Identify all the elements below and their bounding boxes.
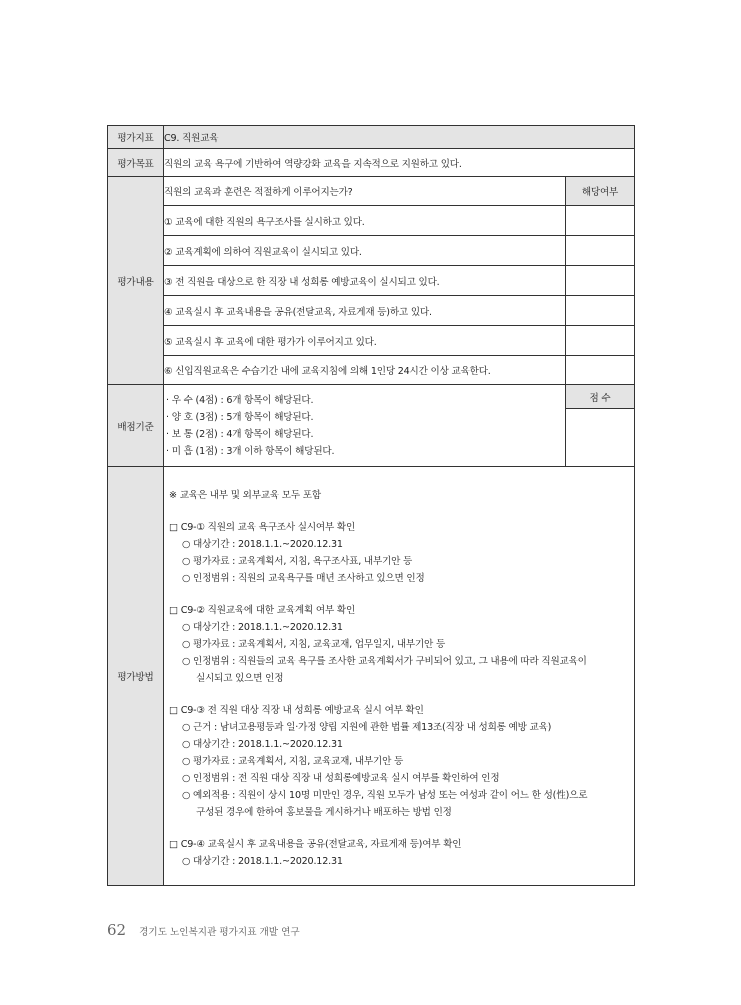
- method-bullet: ○ 근거 : 남녀고용평등과 일·가정 양립 지원에 관한 법률 제13조(직장 내 성희롱 예방 교육): [182, 721, 552, 733]
- method-bullet: ○ 대상기간 : 2018.1.1.~2020.12.31: [182, 738, 343, 750]
- content-item: ③ 전 직원을 대상으로 한 직장 내 성희롱 예방교육이 실시되고 있다.: [164, 266, 566, 296]
- check-cell: [566, 296, 635, 326]
- goal-row: [108, 149, 635, 177]
- method-row: [108, 467, 635, 886]
- goal-value: 직원의 교육 욕구에 기반하여 역량강화 교육을 지속적으로 지원하고 있다.: [164, 149, 635, 177]
- scoring-item: · 보 통 (2점) : 4개 항목이 해당된다.: [166, 428, 314, 440]
- method-bullet: ○ 대상기간 : 2018.1.1.~2020.12.31: [182, 855, 343, 867]
- method-bullet: ○ 평가자료 : 교육계획서, 지침, 욕구조사표, 내부기안 등: [182, 555, 413, 567]
- check-cell: [566, 356, 635, 385]
- evaluation-table: [107, 125, 635, 886]
- method-section-title: □ C9-③ 전 직원 대상 직장 내 성희롱 예방교육 실시 여부 확인: [169, 704, 424, 716]
- scoring-row: [108, 385, 635, 409]
- method-label: 평가방법: [108, 467, 164, 886]
- content-item: ① 교육에 대한 직원의 욕구조사를 실시하고 있다.: [164, 206, 566, 236]
- page-footer: [107, 921, 300, 939]
- method-section-title: □ C9-② 직원교육에 대한 교육계획 여부 확인: [169, 604, 356, 616]
- scoring-label: 배점기준: [108, 385, 164, 467]
- scoring-item: · 우 수 (4점) : 6개 항목이 해당된다.: [166, 394, 314, 406]
- content-item: ⑤ 교육실시 후 교육에 대한 평가가 이루어지고 있다.: [164, 326, 566, 356]
- content-item-row: [108, 296, 635, 326]
- indicator-value: C9. 직원교육: [164, 126, 635, 149]
- score-cell: [566, 409, 635, 467]
- method-bullet: ○ 인정범위 : 직원들의 교육 욕구를 조사한 교육계획서가 구비되어 있고, 그 내용에 따라 직원교육이: [182, 655, 587, 667]
- check-cell: [566, 206, 635, 236]
- check-cell: [566, 266, 635, 296]
- method-bullet: ○ 대상기간 : 2018.1.1.~2020.12.31: [182, 621, 343, 633]
- method-bullet: ○ 예외적용 : 직원이 상시 10명 미만인 경우, 직원 모두가 남성 또는 여성과 같이 어느 한 성(性)으로: [182, 789, 588, 801]
- indicator-label: 평가지표: [108, 126, 164, 149]
- footer-title: 경기도 노인복지관 평가지표 개발 연구: [139, 927, 300, 938]
- method-content: [164, 467, 635, 886]
- method-bullet-cont: 실시되고 있으면 인정: [196, 672, 284, 684]
- check-header: 해당여부: [566, 177, 635, 206]
- content-item-row: [108, 206, 635, 236]
- content-item-row: [108, 236, 635, 266]
- check-cell: [566, 236, 635, 266]
- method-bullet-cont: 구성된 경우에 한하여 홍보물을 게시하거나 배포하는 방법 인정: [196, 806, 452, 818]
- indicator-row: [108, 126, 635, 149]
- method-bullet: ○ 대상기간 : 2018.1.1.~2020.12.31: [182, 538, 343, 550]
- method-bullet: ○ 인정범위 : 직원의 교육욕구를 매년 조사하고 있으면 인정: [182, 572, 425, 584]
- goal-label: 평가목표: [108, 149, 164, 177]
- method-section-title: □ C9-① 직원의 교육 욕구조사 실시여부 확인: [169, 521, 356, 533]
- content-item-row: [108, 326, 635, 356]
- method-bullet: ○ 평가자료 : 교육계획서, 지침, 교육교재, 업무일지, 내부기안 등: [182, 638, 446, 650]
- method-note: ※ 교육은 내부 및 외부교육 모두 포함: [169, 489, 321, 501]
- content-item-row: [108, 266, 635, 296]
- method-bullet: ○ 인정범위 : 전 직원 대상 직장 내 성희롱예방교육 실시 여부를 확인하여 인정: [182, 772, 500, 784]
- method-bullet: ○ 평가자료 : 교육계획서, 지침, 교육교재, 내부기안 등: [182, 755, 404, 767]
- page-number: 62: [107, 921, 127, 939]
- scoring-item: · 양 호 (3점) : 5개 항목이 해당된다.: [166, 411, 314, 423]
- content-item: ⑥ 신입직원교육은 수습기간 내에 교육지침에 의해 1인당 24시간 이상 교육한다.: [164, 356, 566, 385]
- check-cell: [566, 326, 635, 356]
- content-question: 직원의 교육과 훈련은 적절하게 이루어지는가?: [164, 177, 566, 206]
- content-item-row: [108, 356, 635, 385]
- scoring-item: · 미 흡 (1점) : 3개 이하 항목이 해당된다.: [166, 445, 335, 457]
- content-question-row: [108, 177, 635, 206]
- method-section-title: □ C9-④ 교육실시 후 교육내용을 공유(전달교육, 자료게재 등)여부 확인: [169, 838, 462, 850]
- content-item: ④ 교육실시 후 교육내용을 공유(전달교육, 자료게재 등)하고 있다.: [164, 296, 566, 326]
- score-header: 점 수: [566, 385, 635, 409]
- content-item: ② 교육계획에 의하여 직원교육이 실시되고 있다.: [164, 236, 566, 266]
- content-label: 평가내용: [108, 177, 164, 385]
- scoring-criteria: [164, 385, 566, 467]
